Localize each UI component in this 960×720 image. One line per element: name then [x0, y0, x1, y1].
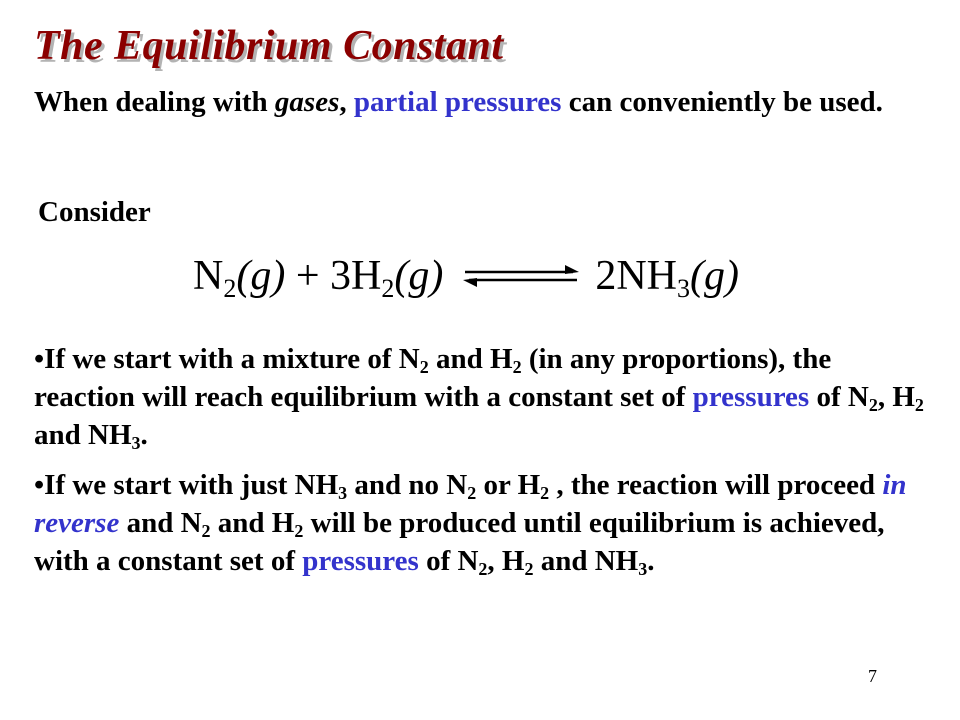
b1-sub: 2 [512, 357, 522, 377]
b1-sub: 2 [419, 357, 429, 377]
b1-sub: 3 [131, 433, 141, 453]
b1-text: and NH [34, 419, 132, 451]
b2-sub: 2 [201, 521, 211, 541]
b2-text: . [647, 545, 655, 577]
eq-reactant1: N [193, 253, 224, 299]
bullet-dot: • [34, 343, 45, 375]
b1-sub: 2 [914, 395, 924, 415]
b1-text: , H [877, 381, 915, 413]
b1-text: of N [809, 381, 869, 413]
slide-title: The Equilibrium Constant [34, 23, 504, 69]
b2-sub: 2 [294, 521, 304, 541]
eq-product-state: (g) [690, 253, 739, 299]
b2-sub: 3 [638, 559, 648, 579]
b2-text: and NH [533, 545, 639, 577]
b1-highlight: pressures [692, 381, 810, 413]
b2-text: and no N [347, 469, 468, 501]
b1-text: and H [428, 343, 513, 375]
b2-sub: 2 [540, 483, 550, 503]
b2-sub: 2 [524, 559, 534, 579]
b2-sub: 2 [467, 483, 477, 503]
b2-text: , H [487, 545, 525, 577]
intro-part3: can conveniently be used. [561, 86, 883, 118]
bullet-dot: • [34, 469, 45, 501]
b1-text: If we start with a mixture of N [44, 343, 420, 375]
intro-part2: , [339, 86, 354, 118]
bullet-reverse [34, 466, 924, 580]
eq-reactant1-sub: 2 [223, 274, 237, 303]
eq-plus: + 3H [285, 253, 382, 299]
b1-text: . [140, 419, 148, 451]
b2-text: will be produced until equilibrium is achieved, with a constant set of [34, 507, 885, 577]
b2-text: and H [210, 507, 295, 539]
bullet-mixture [34, 340, 924, 454]
b2-sub: 3 [338, 483, 348, 503]
reaction-equation [193, 248, 739, 304]
b2-sub: 2 [478, 559, 488, 579]
equilibrium-arrow-icon [461, 262, 581, 290]
eq-product-sub: 3 [677, 274, 691, 303]
b2-highlight-pressures: pressures [302, 545, 419, 577]
bullet-list [34, 340, 924, 592]
equation-reactants [193, 252, 444, 303]
b2-text: or H [476, 469, 541, 501]
eq-reactant1-state: (g) [236, 253, 286, 299]
eq-product: 2NH [595, 253, 678, 299]
b1-sub: 2 [868, 395, 878, 415]
page-number: 7 [868, 666, 877, 686]
eq-reactant2-state: (g) [394, 253, 444, 299]
b2-text: and N [119, 507, 202, 539]
intro-gases: gases [274, 86, 340, 118]
intro-highlight: partial pressures [353, 86, 562, 118]
equation-products [595, 252, 739, 303]
b2-text: , the reaction will proceed [549, 469, 883, 501]
b2-highlight-reverse: in reverse [34, 469, 907, 539]
intro-part1: When dealing with [34, 86, 275, 118]
eq-reactant2-sub: 2 [381, 274, 395, 303]
consider-label: Consider [38, 196, 151, 228]
b2-text: of N [418, 545, 479, 577]
intro-text [34, 82, 914, 122]
b1-text: (in any proportions), the reaction will reach equilibrium with a constant set of [34, 343, 832, 413]
b2-text: If we start with just NH [44, 469, 339, 501]
